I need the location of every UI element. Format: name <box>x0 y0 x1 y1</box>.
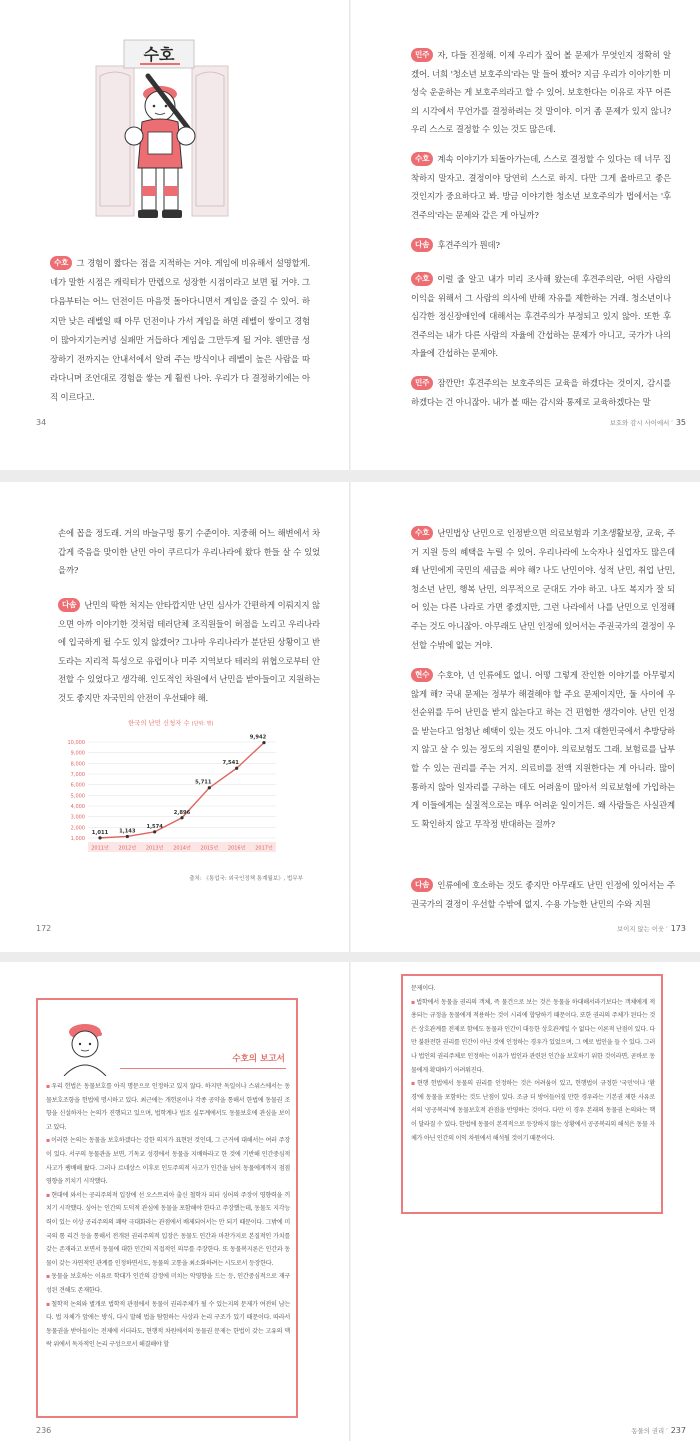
speaker-tag: 현수 <box>411 668 433 682</box>
y-tick-label: 10,000 <box>67 740 85 746</box>
series-line <box>100 743 264 838</box>
bullet-text: 철학적 논의와 별개로 법학적 관점에서 동물이 권리주체가 될 수 있는지의 문제가 여전히 남는다. 법 자체가 앞에는 방식, 다시 말해 법을 탐험하는 사상과 논리 구조가 있기 때문이다. 따라서 동물권을 받아들이는 전제에 서더라도, 현행적 차원에서의 동물권 문제는 한법이 갖는 고유의 맥락 위에서 독자적인 논리 구성으로서 해결해야 할 <box>46 1300 290 1349</box>
data-label: 1,143 <box>119 828 136 835</box>
report-bullet <box>411 996 655 1078</box>
speaker-tag: 다솜 <box>411 238 433 252</box>
bullet-marker: ▪ <box>46 1191 51 1199</box>
y-tick-label: 4,000 <box>70 804 85 810</box>
report-lead <box>411 982 655 996</box>
speaker-tag: 민주 <box>411 48 433 62</box>
chart-title-text: 한국의 난민 신청자 수 <box>128 719 190 727</box>
data-point <box>180 816 183 819</box>
x-tick-label: 2015년 <box>200 845 219 852</box>
report-bullet <box>411 1077 655 1145</box>
suho-illustration <box>88 36 238 232</box>
data-point <box>262 741 265 744</box>
dialogue-minju-1 <box>411 46 671 139</box>
bullet-marker: ▪ <box>411 1080 416 1088</box>
dialogue-text: 그 경험이 짧다는 점을 지적하는 거야. 게임에 비유해서 설명할게. 네가 말한 시점은 캐릭터가 만렙으로 성장한 시점이라고 보면 될 거야. 그다음부터는 어느 던전이든 마음껏 돌아다니면서 게임을 즐길 수 있어. 하지만 낮은 레벨일 때 아무 던전이나 가서 게임을 하면 레벨이 쌓이고 경험이 많아지기는커녕 실패만 거듭하다 게임을 그만두게 될 거야. 웬만큼 성장하기 전까지는 안내서에서 알려 주는 방식이나 레벨이 높은 사람을 따라다니며 조언대로 경험을 쌓는 게 훨씬 나아. 우리가 다 결정하기에는 아직 이르다고. <box>50 258 310 403</box>
lead-text: 문제이다. <box>411 985 436 992</box>
y-tick-label: 7,000 <box>70 772 85 778</box>
bullet-marker: ▪ <box>46 1300 51 1308</box>
page-34 <box>0 0 349 470</box>
speaker-tag: 수호 <box>411 152 433 166</box>
dialogue-text: 잠깐만! 후견주의는 보호주의든 교육을 하겠다는 것이지, 감시를 하겠다는 건 아니잖아. 내가 볼 때는 감시와 통제로 교육하겠다는 말 <box>411 378 671 407</box>
bullet-marker: ▪ <box>46 1273 51 1281</box>
dialogue-dasom <box>58 596 320 708</box>
page-number: 173 <box>670 924 686 933</box>
bullet-text: 현행 헌법에서 동물의 권리를 인정하는 것은 어려움이 있고, 헌행법이 규정한 '국민'이나 '환경'에 동물을 포함하는 것도 난점이 있다. 조금 더 방어들어질 만한 경우라는 기본권 제한 사유로서의 '공공복리'에 동물보호적 관점을 반영하는 것이다. 다만 이 경우 본래의 동물권 논의와는 핵이 달라질 수 있다. 한법에 동물이 본격적으로 등장하지 않는 상황에서 공공복리의 해석은 동물 자체가 아닌 인간의 이익 차원에서 해석될 것이기 때문이다. <box>411 1080 655 1142</box>
report-bullet <box>46 1298 290 1352</box>
page-number: 237 <box>670 1426 686 1435</box>
speaker-tag: 민주 <box>411 376 433 390</box>
data-label: 5,711 <box>195 779 212 786</box>
speaker-tag: 다솜 <box>58 598 80 612</box>
suho-avatar <box>56 1018 114 1076</box>
page-number: 172 <box>36 924 52 933</box>
bullet-text: 법학에서 동물을 권리의 객체, 즉 물건으로 보는 것은 동물을 하대해서라기보다는 객체에게 적용되는 규정을 동물에게 적용하는 것이 시리에 합당하기 때문이다. 또한 권리의 주체가 된다는 것은 상호관계를 전제로 함에도 동물과 인간이 대등한 상호관계일 수 없다는 이론적 난점이 있다. 다만 불완전한 권리를 인간이 아닌 것에 인정하는 경우가 있었으며, 그 예로 법인을 들 수 있다. 그러나 법인의 권리주체로 인정하는 이유가 법인과 관련된 인간을 보호하기 위한 것이라면, 곧바로 동물에게 확대하기 어려워진다. <box>411 998 655 1074</box>
page-number: 35 <box>675 418 686 427</box>
report-bullet <box>46 1080 290 1134</box>
data-label: 7,541 <box>222 760 239 767</box>
speaker-tag: 다솜 <box>411 878 433 892</box>
data-point <box>126 835 129 838</box>
spread-pages-236-237 <box>0 962 700 1441</box>
dialogue-suho <box>411 524 675 654</box>
refugee-chart <box>56 734 286 864</box>
dialogue-hyeonsu <box>411 666 675 833</box>
dialogue-suho-1 <box>411 150 671 224</box>
y-tick-label: 2,000 <box>70 825 85 832</box>
bullet-text: 현대에 와서는 공리주의적 입장에 선 오스트리아 출신 철학자 피터 싱어의 주장이 영향력을 끼치기 시작했다. 싱어는 인간의 도덕적 관심에 동물을 포함해야 한다고 주장했는데, 동물도 지각능력이 있는 이상 공리주의의 쾌락 극대화라는 관점에서 배제되어서는 안 되기 때문이다. 그밖에 미국의 톰 리건 등을 통해서 전개된 권리주의적 입장은 동물도 인간과 마찬가지로 본질적인 가치를 갖는 존재라고 보면서 동물에 대한 인간의 직접적인 의무를 주장한다. 또 동물복지론은 인간과 동물이 갖는 자연적인 관계를 인정하면서도, 동물의 고통을 최소화하려는 시도로서 등장한다. <box>46 1191 290 1267</box>
data-label: 2,896 <box>173 809 191 816</box>
report-bullet <box>46 1189 290 1271</box>
dialogue-text: 난민의 딱한 처지는 안타깝지만 난민 심사가 간편하게 이뤄지지 않으면 아까 이야기한 것처럼 테러단체 조직원들이 허점을 노리고 우리나라에 입국하게 될 수도 있지 않겠어? 그나마 우리나라가 분단된 상황이고 반도라는 지리적 특성으로 유럽이나 미주 지역보다 테러의 위협으로부터 안전할 수 있었다고 생각해. 인도적인 차원에서 난민을 받아들이고 지원하는 것도 좋지만 자국민의 안전이 우선돼야 해. <box>58 600 320 703</box>
spread-pages-34-35 <box>0 0 700 470</box>
data-point <box>208 786 211 789</box>
dialogue-text: 계속 이야기가 되돌아가는데, 스스로 결정할 수 있다는 데 너무 집착하지 말자고. 결정이야 당연히 스스로 하지. 다만 그게 올바르고 좋은 것인지가 중요하다고 봐. 방금 이야기한 청소년 보호주의가 법에서는 '후견주의'라는 문제와 같은 게 아닐까? <box>411 154 671 220</box>
dialogue-text: 인류에에 호소하는 것도 좋지만 아무래도 난민 인정에 있어서는 주권국가의 결정이 우선할 수밖에 없지. 수용 가능한 난민의 수와 지원 <box>411 880 675 909</box>
x-tick-label: 2013년 <box>145 845 164 852</box>
dialogue-text: 수호야, 넌 인류에도 없니. 어떻 그렇게 잔인한 이야기를 아무렇지 않게 해? 국내 문제는 정부가 해결해야 할 주요 문제이지만, 둘 사이에 우선순위를 두어 난민을 받지 않는다고 하는 건 편협한 생각이야. 난민 인정을 받는다고 엄청난 혜택이 있는 것도 아니야. 그저 대한민국에서 추방당하지 않고 살 수 있는 정도의 지원일 뿐이야. 의료보험도 그래. 보험료를 납부할 수 있는 권리를 주는 거지. 의료비를 전액 지원한다는 게 아니라. 많이 통하지 않아 일자리를 구하는 데도 어려움이 많아서 의료보험에 가입하는 게 이들에게는 실질적으로는 매우 어려운 일이거든. 왜 사람들은 사실관계도 확인하지 않고 무작정 반대하는 걸까? <box>411 670 675 829</box>
running-head-text: 보호와 감시 사이에서 <box>609 419 670 427</box>
bullet-marker: ▪ <box>46 1137 51 1145</box>
dialogue-dasom <box>411 236 671 255</box>
dialogue-text: 후견주의가 뭔데? <box>437 240 500 250</box>
y-tick-label: 6,000 <box>70 782 85 789</box>
running-head: 보이지 않는 이웃 ′ 173 <box>616 924 686 933</box>
data-point <box>235 767 238 770</box>
report-title-underline <box>120 1068 286 1069</box>
page-172 <box>0 482 349 952</box>
dialogue-text: 자, 다들 진정해. 이제 우리가 짚어 볼 문제가 무엇인지 정확히 알겠어. 너희 '청소년 보호주의'라는 말 들어 봤어? 지금 우리가 이야기한 미성숙 운운하는 게 보호주의라고 할 수 있어. 보호한다는 이유로 자꾸 어른의 시각에서 무언가를 결정하려는 것 말이야. 이거 좀 문제가 있지 않니? 우리 스스로 결정할 수 있는 것도 많은데. <box>411 50 671 135</box>
y-tick-label: 3,000 <box>70 814 85 821</box>
report-bullet <box>46 1270 290 1297</box>
page-number: 34 <box>36 418 47 427</box>
running-head-text: 동물의 권리 <box>631 1427 665 1435</box>
speaker-tag: 수호 <box>411 272 433 286</box>
page-237 <box>351 962 700 1441</box>
page-173 <box>351 482 700 952</box>
dialogue-minju-2 <box>411 374 671 411</box>
bullet-text: 이러한 논의는 동물을 보호하겠다는 강한 의지가 표현된 것인데, 그 근거에 대해서는 여러 주장이 있다. 서구의 동물관을 보면, 기독교 성경에서 동물을 지배하라고 한 것에 기반해 인간중심적 사고가 팽배해 왔다. 그러나 르네상스 이후로 인도주의적 사고가 인간을 넘어 동물에게까지 점점 영향을 끼치기 시작했다. <box>46 1137 291 1186</box>
bullet-marker: ▪ <box>46 1083 51 1090</box>
speaker-tag: 수호 <box>50 256 72 270</box>
dialogue-text: 난민법상 난민으로 인정받으면 의료보험과 기초생활보장, 교육, 주거 지원 등의 혜택을 누릴 수 있어. 우리나라에 노숙자나 실업자도 많은데 왜 난민에게 국민의 세금을 써야 해? 나도 난민이야. 성적 난민, 취업 난민, 청소년 난민, 행복 난민, 의무적으로 군대도 가야 하고. 나도 복지가 잘 되어 있는 다른 나라로 가면 좋겠지만, 그런 나라에서 나를 난민으로 인정해 주는 것도 아니잖아. 아무래도 난민 인정에 있어서는 주권국가의 결정이 우선할 수밖에 없는 거야. <box>411 528 675 650</box>
page-236 <box>0 962 349 1441</box>
y-tick-label: 8,000 <box>70 761 85 768</box>
data-point <box>153 830 156 833</box>
page-35 <box>351 0 700 470</box>
x-tick-label: 2012년 <box>118 845 137 852</box>
report-title: 수호의 보고서 <box>232 1054 285 1064</box>
illustration-title: 수호 <box>143 45 175 64</box>
data-label: 1,574 <box>146 823 163 830</box>
report-body <box>46 1080 290 1352</box>
x-tick-label: 2014년 <box>173 845 191 852</box>
bullet-marker: ▪ <box>411 998 416 1006</box>
dialogue-text: 손에 꼽을 정도래. 거의 바늘구멍 통기 수준이야. 지중해 어느 해변에서 차갑게 죽음을 맞이한 난민 아이 쿠르디가 우리나라에 왔다 한들 살 수 있었을까? <box>58 528 320 576</box>
spread-pages-172-173 <box>0 482 700 952</box>
report-bullet <box>46 1134 290 1188</box>
data-label: 9,942 <box>249 734 267 741</box>
x-tick-label: 2011년 <box>91 845 109 852</box>
bullet-text: 동물을 보호하는 이유로 학대가 인간의 감정에 미치는 악영향을 드는 등, 인간중심적으로 재구성된 견해도 존재한다. <box>46 1273 290 1294</box>
y-tick-label: 9,000 <box>70 750 85 757</box>
dialogue-suho <box>50 254 310 408</box>
narration-continued <box>58 524 320 580</box>
pillar-right <box>192 66 228 216</box>
x-tick-label: 2016년 <box>227 845 246 852</box>
running-head: 보호와 감시 사이에서 ′ 35 <box>609 418 686 427</box>
running-head: 동물의 권리 ′ 237 <box>631 1426 686 1435</box>
x-tick-label: 2017년 <box>255 845 273 852</box>
dialogue-text: 이럴 줄 알고 내가 미리 조사해 왔는데 후견주의란, 어떤 사람의 이익을 위해서 그 사람의 의사에 반해 자유를 제한하는 거래. 청소년이나 심각한 정신장애인에 대해서는 후견주의가 부정되고 있지 않아. 또한 후견주의는 내가 다른 사람의 자율에 간섭하는 문제가 아니고, 국가가 나의 자율에 간섭하는 문제야. <box>411 274 671 359</box>
speaker-tag: 수호 <box>411 526 433 540</box>
chart-title <box>128 718 213 727</box>
page-number: 236 <box>36 1426 52 1435</box>
running-head-text: 보이지 않는 이웃 <box>616 925 665 933</box>
y-tick-label: 1,000 <box>70 836 85 842</box>
bullet-text: 우리 헌법은 동물보호를 아직 명문으로 인정하고 있지 않다. 하지만 독일이나 스위스에서는 동물보호조항을 헌법에 명시하고 있다. 최근에는 개헌론이나 각종 공약을 통해서 한법에 동물권 조항을 신설하자는 논의가 진행되고 있으며, 법학계나 법조 실무계에서도 동물보호에 관심을 보이고 있다. <box>46 1083 290 1131</box>
data-point <box>98 836 101 839</box>
data-label: 1,011 <box>91 829 109 836</box>
dialogue-suho-2 <box>411 270 671 363</box>
report-body <box>411 982 655 1145</box>
y-tick-label: 5,000 <box>70 793 85 800</box>
chart-source: 출처: 《통업국: 외국인정책 통계월보》, 법무부 <box>189 876 303 882</box>
dialogue-dasom <box>411 876 675 913</box>
chart-unit: (단위: 명) <box>191 721 214 727</box>
